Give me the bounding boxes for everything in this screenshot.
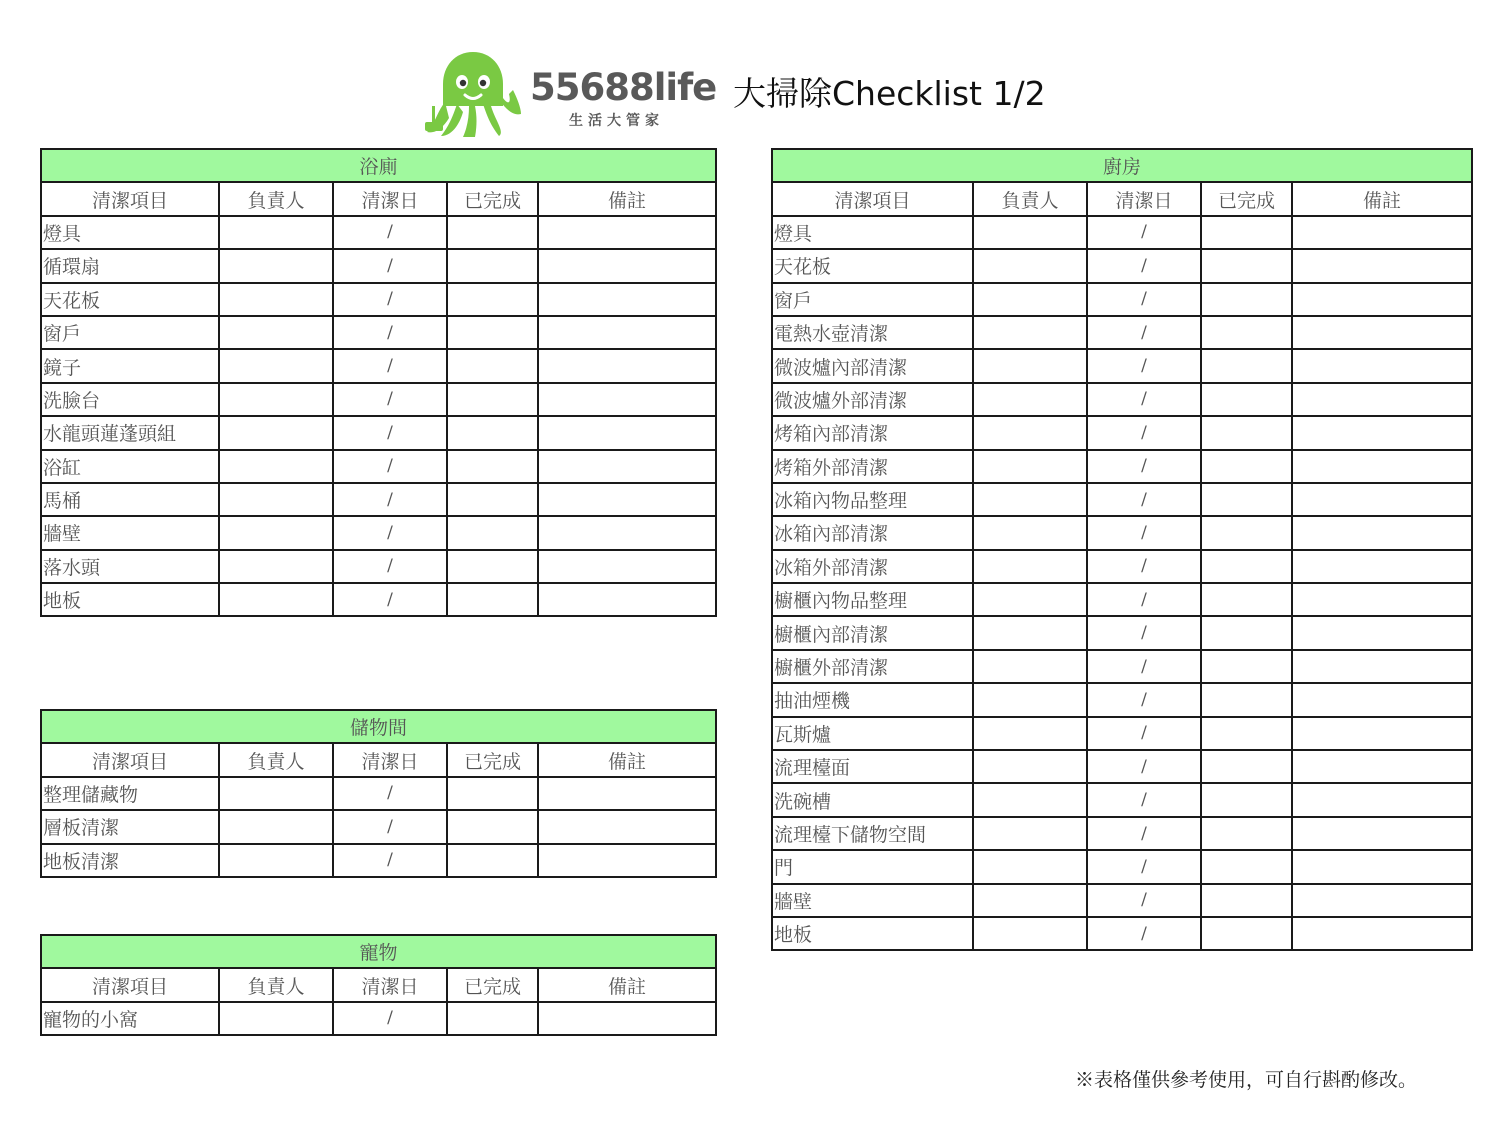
- assignee-cell[interactable]: [973, 917, 1087, 950]
- notes-cell[interactable]: [538, 844, 716, 877]
- cleaning-date-cell[interactable]: /: [333, 416, 447, 449]
- column-header: 清潔項目: [41, 743, 219, 776]
- cleaning-item: 燈具: [41, 216, 219, 249]
- assignee-cell[interactable]: [219, 450, 333, 483]
- completed-cell[interactable]: [447, 1002, 538, 1035]
- completed-cell[interactable]: [1201, 216, 1292, 249]
- assignee-cell[interactable]: [973, 216, 1087, 249]
- assignee-cell[interactable]: [973, 483, 1087, 516]
- column-header: 備註: [538, 182, 716, 215]
- cleaning-date-cell[interactable]: /: [1087, 416, 1201, 449]
- assignee-cell[interactable]: [973, 817, 1087, 850]
- cleaning-date-cell[interactable]: /: [1087, 717, 1201, 750]
- column-header: 清潔日: [333, 182, 447, 215]
- cleaning-item: 洗碗槽: [772, 783, 973, 816]
- completed-cell[interactable]: [1201, 483, 1292, 516]
- cleaning-item: 冰箱外部清潔: [772, 550, 973, 583]
- completed-cell[interactable]: [1201, 850, 1292, 883]
- section-title: 寵物: [41, 935, 716, 968]
- completed-cell[interactable]: [447, 249, 538, 282]
- notes-cell[interactable]: [538, 316, 716, 349]
- completed-cell[interactable]: [447, 416, 538, 449]
- completed-cell[interactable]: [447, 216, 538, 249]
- column-header: 負責人: [219, 182, 333, 215]
- notes-cell[interactable]: [538, 216, 716, 249]
- column-header: 清潔日: [333, 968, 447, 1001]
- notes-cell[interactable]: [1292, 884, 1472, 917]
- completed-cell[interactable]: [447, 583, 538, 616]
- cleaning-item: 窗戶: [41, 316, 219, 349]
- assignee-cell[interactable]: [973, 450, 1087, 483]
- cleaning-item: 烤箱外部清潔: [772, 450, 973, 483]
- cleaning-item: 櫥櫃內部清潔: [772, 616, 973, 649]
- column-header-row: [41, 968, 716, 1001]
- column-header-row: [772, 182, 1472, 215]
- notes-cell[interactable]: [538, 550, 716, 583]
- assignee-cell[interactable]: [219, 583, 333, 616]
- table-row: [772, 683, 1472, 716]
- cleaning-date-cell[interactable]: /: [1087, 850, 1201, 883]
- cleaning-item: 流理檯面: [772, 750, 973, 783]
- table-row: [41, 349, 716, 382]
- assignee-cell[interactable]: [973, 650, 1087, 683]
- cleaning-date-cell[interactable]: /: [1087, 550, 1201, 583]
- table-row: [772, 416, 1472, 449]
- assignee-cell[interactable]: [973, 783, 1087, 816]
- notes-cell[interactable]: [1292, 249, 1472, 282]
- notes-cell[interactable]: [1292, 650, 1472, 683]
- table-row: [772, 583, 1472, 616]
- table-row: [772, 717, 1472, 750]
- assignee-cell[interactable]: [973, 583, 1087, 616]
- assignee-cell[interactable]: [973, 884, 1087, 917]
- notes-cell[interactable]: [538, 483, 716, 516]
- table-row: [41, 550, 716, 583]
- notes-cell[interactable]: [538, 1002, 716, 1035]
- assignee-cell[interactable]: [973, 717, 1087, 750]
- completed-cell[interactable]: [1201, 783, 1292, 816]
- cleaning-item: 電熱水壺清潔: [772, 316, 973, 349]
- cleaning-item: 地板: [772, 917, 973, 950]
- cleaning-item: 層板清潔: [41, 810, 219, 843]
- assignee-cell[interactable]: [219, 283, 333, 316]
- table-row: [772, 516, 1472, 549]
- cleaning-date-cell[interactable]: /: [333, 583, 447, 616]
- table-row: [772, 316, 1472, 349]
- column-header: 已完成: [447, 743, 538, 776]
- cleaning-date-cell[interactable]: /: [1087, 917, 1201, 950]
- bathroom-checklist-table: [40, 148, 717, 617]
- notes-cell[interactable]: [538, 283, 716, 316]
- cleaning-date-cell[interactable]: /: [333, 844, 447, 877]
- pet-checklist-table: [40, 934, 717, 1036]
- column-header: 清潔日: [333, 743, 447, 776]
- assignee-cell[interactable]: [973, 550, 1087, 583]
- column-header: 備註: [538, 743, 716, 776]
- cleaning-item: 馬桶: [41, 483, 219, 516]
- completed-cell[interactable]: [447, 283, 538, 316]
- cleaning-date-cell[interactable]: /: [333, 349, 447, 382]
- cleaning-item: 櫥櫃內物品整理: [772, 583, 973, 616]
- completed-cell[interactable]: [1201, 516, 1292, 549]
- cleaning-item: 牆壁: [41, 516, 219, 549]
- completed-cell[interactable]: [447, 810, 538, 843]
- cleaning-date-cell[interactable]: /: [333, 1002, 447, 1035]
- column-header-row: [41, 182, 716, 215]
- assignee-cell[interactable]: [219, 844, 333, 877]
- assignee-cell[interactable]: [219, 249, 333, 282]
- cleaning-date-cell[interactable]: /: [1087, 516, 1201, 549]
- cleaning-date-cell[interactable]: /: [333, 383, 447, 416]
- table-row: [772, 216, 1472, 249]
- completed-cell[interactable]: [447, 844, 538, 877]
- notes-cell[interactable]: [538, 383, 716, 416]
- table-row: [772, 850, 1472, 883]
- completed-cell[interactable]: [1201, 550, 1292, 583]
- notes-cell[interactable]: [538, 583, 716, 616]
- table-row: [772, 483, 1472, 516]
- notes-cell[interactable]: [1292, 450, 1472, 483]
- completed-cell[interactable]: [447, 483, 538, 516]
- assignee-cell[interactable]: [219, 777, 333, 810]
- footer-note: ※表格僅供參考使用，可自行斟酌修改。: [1075, 1069, 1418, 1091]
- notes-cell[interactable]: [1292, 750, 1472, 783]
- cleaning-date-cell[interactable]: /: [1087, 483, 1201, 516]
- assignee-cell[interactable]: [219, 1002, 333, 1035]
- cleaning-date-cell[interactable]: /: [333, 516, 447, 549]
- table-row: [41, 516, 716, 549]
- cleaning-date-cell[interactable]: /: [1087, 817, 1201, 850]
- notes-cell[interactable]: [538, 450, 716, 483]
- notes-cell[interactable]: [1292, 817, 1472, 850]
- assignee-cell[interactable]: [973, 249, 1087, 282]
- column-header: 清潔項目: [772, 182, 973, 215]
- notes-cell[interactable]: [1292, 416, 1472, 449]
- notes-cell[interactable]: [1292, 283, 1472, 316]
- table-row: [772, 616, 1472, 649]
- table-row: [41, 483, 716, 516]
- brand-tagline: 生活大管家: [569, 113, 664, 129]
- cleaning-item: 洗臉台: [41, 383, 219, 416]
- notes-cell[interactable]: [1292, 516, 1472, 549]
- table-row: [772, 550, 1472, 583]
- cleaning-item: 循環扇: [41, 249, 219, 282]
- assignee-cell[interactable]: [973, 416, 1087, 449]
- column-header: 清潔項目: [41, 968, 219, 1001]
- column-header: 負責人: [973, 182, 1087, 215]
- cleaning-item: 抽油煙機: [772, 683, 973, 716]
- completed-cell[interactable]: [1201, 717, 1292, 750]
- completed-cell[interactable]: [1201, 383, 1292, 416]
- column-header: 備註: [1292, 182, 1472, 215]
- cleaning-item: 窗戶: [772, 283, 973, 316]
- table-row: [41, 316, 716, 349]
- kitchen-checklist-table: [771, 148, 1473, 951]
- cleaning-item: 整理儲藏物: [41, 777, 219, 810]
- table-row: [41, 844, 716, 877]
- table-row: [772, 349, 1472, 382]
- completed-cell[interactable]: [447, 349, 538, 382]
- completed-cell[interactable]: [1201, 249, 1292, 282]
- cleaning-date-cell[interactable]: /: [333, 810, 447, 843]
- storage-checklist-table: [40, 709, 717, 878]
- assignee-cell[interactable]: [219, 483, 333, 516]
- cleaning-item: 微波爐外部清潔: [772, 383, 973, 416]
- column-header: 備註: [538, 968, 716, 1001]
- column-header: 已完成: [447, 968, 538, 1001]
- assignee-cell[interactable]: [973, 683, 1087, 716]
- cleaning-date-cell[interactable]: /: [1087, 450, 1201, 483]
- table-row: [41, 216, 716, 249]
- section-title: 儲物間: [41, 710, 716, 743]
- cleaning-item: 落水頭: [41, 550, 219, 583]
- completed-cell[interactable]: [447, 316, 538, 349]
- assignee-cell[interactable]: [973, 616, 1087, 649]
- cleaning-date-cell[interactable]: /: [333, 316, 447, 349]
- cleaning-date-cell[interactable]: /: [333, 216, 447, 249]
- squid-mascot-logo-icon: [423, 50, 523, 138]
- cleaning-item: 地板: [41, 583, 219, 616]
- completed-cell[interactable]: [1201, 817, 1292, 850]
- assignee-cell[interactable]: [973, 283, 1087, 316]
- completed-cell[interactable]: [447, 450, 538, 483]
- cleaning-item: 冰箱內部清潔: [772, 516, 973, 549]
- cleaning-item: 地板清潔: [41, 844, 219, 877]
- assignee-cell[interactable]: [219, 416, 333, 449]
- assignee-cell[interactable]: [973, 349, 1087, 382]
- table-row: [41, 777, 716, 810]
- assignee-cell[interactable]: [973, 516, 1087, 549]
- column-header: 已完成: [447, 182, 538, 215]
- completed-cell[interactable]: [447, 516, 538, 549]
- notes-cell[interactable]: [1292, 483, 1472, 516]
- column-header: 清潔日: [1087, 182, 1201, 215]
- completed-cell[interactable]: [1201, 917, 1292, 950]
- notes-cell[interactable]: [538, 810, 716, 843]
- cleaning-item: 天花板: [772, 249, 973, 282]
- assignee-cell[interactable]: [219, 516, 333, 549]
- table-row: [772, 917, 1472, 950]
- cleaning-date-cell[interactable]: /: [1087, 750, 1201, 783]
- assignee-cell[interactable]: [219, 383, 333, 416]
- completed-cell[interactable]: [1201, 750, 1292, 783]
- notes-cell[interactable]: [538, 416, 716, 449]
- table-row: [772, 884, 1472, 917]
- notes-cell[interactable]: [1292, 316, 1472, 349]
- completed-cell[interactable]: [1201, 316, 1292, 349]
- completed-cell[interactable]: [1201, 416, 1292, 449]
- table-row: [41, 1002, 716, 1035]
- notes-cell[interactable]: [538, 516, 716, 549]
- column-header-row: [41, 743, 716, 776]
- cleaning-item: 冰箱內物品整理: [772, 483, 973, 516]
- table-row: [772, 817, 1472, 850]
- table-row: [772, 249, 1472, 282]
- assignee-cell[interactable]: [973, 316, 1087, 349]
- table-row: [41, 283, 716, 316]
- table-row: [772, 650, 1472, 683]
- cleaning-item: 水龍頭蓮蓬頭組: [41, 416, 219, 449]
- column-header: 已完成: [1201, 182, 1292, 215]
- cleaning-date-cell[interactable]: /: [1087, 283, 1201, 316]
- assignee-cell[interactable]: [973, 750, 1087, 783]
- cleaning-date-cell[interactable]: /: [1087, 216, 1201, 249]
- assignee-cell[interactable]: [219, 810, 333, 843]
- cleaning-date-cell[interactable]: /: [1087, 383, 1201, 416]
- completed-cell[interactable]: [1201, 349, 1292, 382]
- notes-cell[interactable]: [1292, 717, 1472, 750]
- cleaning-date-cell[interactable]: /: [333, 550, 447, 583]
- notes-cell[interactable]: [538, 349, 716, 382]
- completed-cell[interactable]: [1201, 884, 1292, 917]
- cleaning-date-cell[interactable]: /: [1087, 650, 1201, 683]
- completed-cell[interactable]: [1201, 683, 1292, 716]
- cleaning-date-cell[interactable]: /: [333, 483, 447, 516]
- page-title: 大掃除Checklist 1/2: [733, 74, 1046, 113]
- section-title: 浴廁: [41, 149, 716, 182]
- cleaning-item: 寵物的小窩: [41, 1002, 219, 1035]
- completed-cell[interactable]: [1201, 616, 1292, 649]
- cleaning-date-cell[interactable]: /: [1087, 316, 1201, 349]
- assignee-cell[interactable]: [219, 349, 333, 382]
- table-row: [41, 810, 716, 843]
- table-row: [41, 416, 716, 449]
- completed-cell[interactable]: [1201, 650, 1292, 683]
- column-header: 負責人: [219, 968, 333, 1001]
- table-row: [41, 383, 716, 416]
- completed-cell[interactable]: [447, 777, 538, 810]
- cleaning-item: 門: [772, 850, 973, 883]
- completed-cell[interactable]: [1201, 583, 1292, 616]
- table-row: [41, 583, 716, 616]
- table-row: [41, 450, 716, 483]
- table-row: [772, 383, 1472, 416]
- assignee-cell[interactable]: [973, 383, 1087, 416]
- cleaning-date-cell[interactable]: /: [333, 777, 447, 810]
- cleaning-item: 微波爐內部清潔: [772, 349, 973, 382]
- column-header: 清潔項目: [41, 182, 219, 215]
- cleaning-date-cell[interactable]: /: [333, 249, 447, 282]
- cleaning-date-cell[interactable]: /: [1087, 249, 1201, 282]
- notes-cell[interactable]: [1292, 383, 1472, 416]
- table-row: [772, 783, 1472, 816]
- notes-cell[interactable]: [538, 777, 716, 810]
- cleaning-item: 燈具: [772, 216, 973, 249]
- notes-cell[interactable]: [1292, 550, 1472, 583]
- cleaning-date-cell[interactable]: /: [1087, 884, 1201, 917]
- cleaning-date-cell[interactable]: /: [1087, 583, 1201, 616]
- cleaning-item: 牆壁: [772, 884, 973, 917]
- completed-cell[interactable]: [447, 383, 538, 416]
- cleaning-item: 瓦斯爐: [772, 717, 973, 750]
- notes-cell[interactable]: [1292, 616, 1472, 649]
- completed-cell[interactable]: [1201, 450, 1292, 483]
- cleaning-item: 櫥櫃外部清潔: [772, 650, 973, 683]
- notes-cell[interactable]: [1292, 850, 1472, 883]
- cleaning-date-cell[interactable]: /: [1087, 349, 1201, 382]
- table-row: [772, 450, 1472, 483]
- assignee-cell[interactable]: [219, 316, 333, 349]
- section-title: 廚房: [772, 149, 1472, 182]
- completed-cell[interactable]: [447, 550, 538, 583]
- notes-cell[interactable]: [538, 249, 716, 282]
- notes-cell[interactable]: [1292, 216, 1472, 249]
- cleaning-date-cell[interactable]: /: [333, 450, 447, 483]
- completed-cell[interactable]: [1201, 283, 1292, 316]
- cleaning-date-cell[interactable]: /: [1087, 783, 1201, 816]
- brand-name: 55688life: [530, 66, 717, 109]
- cleaning-date-cell[interactable]: /: [1087, 683, 1201, 716]
- cleaning-item: 天花板: [41, 283, 219, 316]
- column-header: 負責人: [219, 743, 333, 776]
- table-row: [772, 750, 1472, 783]
- assignee-cell[interactable]: [219, 216, 333, 249]
- table-row: [41, 249, 716, 282]
- notes-cell[interactable]: [1292, 783, 1472, 816]
- notes-cell[interactable]: [1292, 683, 1472, 716]
- cleaning-item: 流理檯下儲物空間: [772, 817, 973, 850]
- notes-cell[interactable]: [1292, 917, 1472, 950]
- cleaning-item: 烤箱內部清潔: [772, 416, 973, 449]
- cleaning-date-cell[interactable]: /: [333, 283, 447, 316]
- notes-cell[interactable]: [1292, 349, 1472, 382]
- cleaning-date-cell[interactable]: /: [1087, 616, 1201, 649]
- assignee-cell[interactable]: [973, 850, 1087, 883]
- table-row: [772, 283, 1472, 316]
- cleaning-item: 鏡子: [41, 349, 219, 382]
- cleaning-item: 浴缸: [41, 450, 219, 483]
- assignee-cell[interactable]: [219, 550, 333, 583]
- notes-cell[interactable]: [1292, 583, 1472, 616]
